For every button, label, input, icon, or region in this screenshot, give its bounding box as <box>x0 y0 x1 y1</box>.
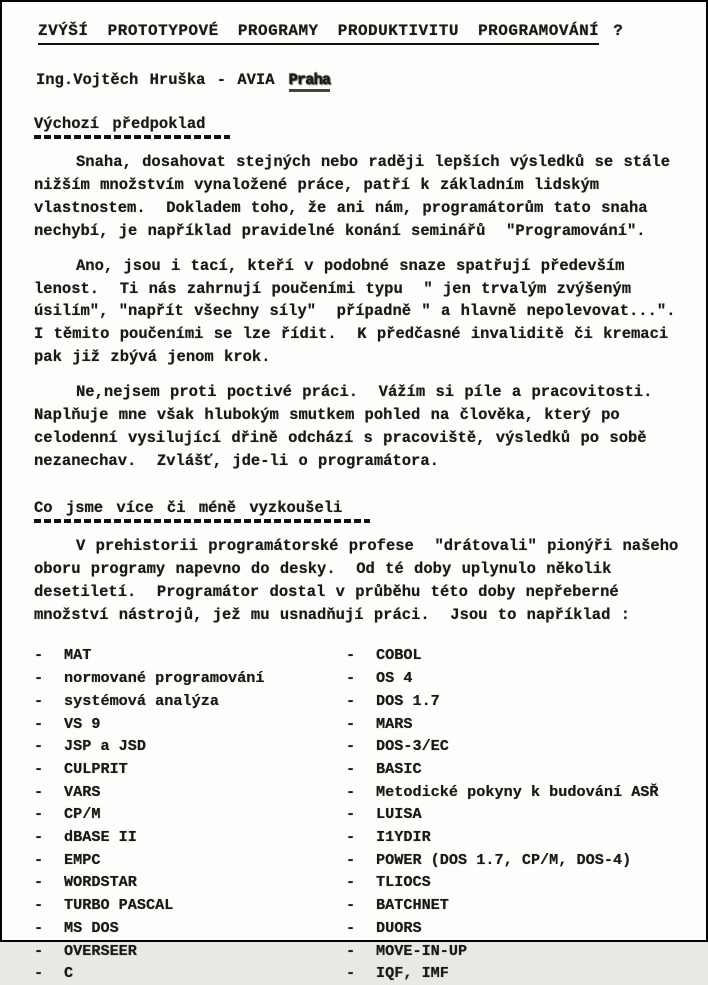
list-item-label: MS DOS <box>64 918 119 937</box>
byline <box>36 71 680 89</box>
list-item-label: BATCHNET <box>376 896 449 915</box>
list-item-label: CULPRIT <box>64 759 128 778</box>
list-dash: - <box>346 828 356 847</box>
list-dash: - <box>34 941 44 960</box>
list-item-label: MOVE-IN-UP <box>376 941 468 960</box>
title-question-mark: ? <box>613 22 623 40</box>
list-item <box>34 667 346 690</box>
list-item-label: POWER (DOS 1.7, CP/M, DOS-4) <box>376 850 632 869</box>
list-dash: - <box>34 669 44 688</box>
list-item-label: EMPC <box>64 850 101 869</box>
list-dash: - <box>346 805 356 824</box>
list-item <box>346 690 680 713</box>
list-item <box>346 871 680 894</box>
section-heading-2: Co jsme více či méně vyzkoušeli <box>34 498 343 517</box>
list-dash: - <box>34 759 44 778</box>
list-item <box>346 735 680 758</box>
list-item <box>346 826 680 849</box>
list-item-label: DUORS <box>376 918 422 937</box>
tools-two-column-list <box>34 644 680 985</box>
list-dash: - <box>34 646 44 665</box>
list-dash: - <box>34 714 44 733</box>
list-item-label: I1YDIR <box>376 828 431 847</box>
list-item <box>346 667 680 690</box>
list-item <box>346 894 680 917</box>
tools-column-right <box>346 644 680 985</box>
paragraph: Snaha, dosahovat stejných nebo raději lepších výsledků se stále nižším množstvím vynaložené práce, patří k základním lidským vlastnostem. Dokladem toho, že ani nám, programátorům tato snaha nechybí, je například pravidelné konání seminářů "Programování". <box>34 153 681 240</box>
list-dash: - <box>34 782 44 801</box>
heading-underline-dashes <box>34 135 230 139</box>
list-item-label: LUISA <box>376 805 422 824</box>
list-item <box>34 781 346 804</box>
list-item <box>346 917 680 940</box>
list-dash: - <box>34 896 44 915</box>
list-item <box>34 803 346 826</box>
list-dash: - <box>346 646 356 665</box>
list-item <box>34 849 346 872</box>
list-item-label: TURBO PASCAL <box>64 896 174 915</box>
list-dash: - <box>346 669 356 688</box>
list-item <box>34 917 346 940</box>
list-item-label: VARS <box>64 782 101 801</box>
list-dash: - <box>34 828 44 847</box>
list-item-label: WORDSTAR <box>64 873 137 892</box>
list-item <box>34 644 346 667</box>
list-item-label: COBOL <box>376 646 422 665</box>
list-dash: - <box>346 737 356 756</box>
paragraph: Ne,nejsem proti poctivé práci. Vážím si píle a pracovitosti. Naplňuje mne však hlubokým smutkem pohled na člověka, který po celodenní vysilující dřině odchází s pracoviště, výsledků po sobě nezanechav. Zvlášť, jde-li o programátora. <box>34 383 663 470</box>
list-item-label: Metodické pokyny k budování ASŘ <box>376 782 659 801</box>
list-dash: - <box>346 850 356 869</box>
list-dash: - <box>346 714 356 733</box>
list-item <box>34 894 346 917</box>
document-title-row <box>38 22 680 45</box>
list-item-label: normované programování <box>64 669 265 688</box>
list-dash: - <box>34 850 44 869</box>
tools-column-left <box>34 644 346 985</box>
list-item-label: VS 9 <box>64 714 101 733</box>
list-item-label: DOS-3/EC <box>376 737 449 756</box>
list-dash: - <box>346 759 356 778</box>
list-item-label: TLIOCS <box>376 873 431 892</box>
list-item <box>34 962 346 985</box>
list-item-label: MARS <box>376 714 413 733</box>
list-item <box>346 713 680 736</box>
list-item-label: OVERSEER <box>64 941 137 960</box>
list-item-label: OS 4 <box>376 669 413 688</box>
list-item-label: MAT <box>64 646 92 665</box>
list-item <box>34 871 346 894</box>
document-title: ZVÝŠÍ PROTOTYPOVÉ PROGRAMY PRODUKTIVITU PROGRAMOVÁNÍ <box>38 22 599 45</box>
list-dash: - <box>346 782 356 801</box>
list-dash: - <box>34 691 44 710</box>
list-item <box>34 735 346 758</box>
list-dash: - <box>34 964 44 983</box>
list-dash: - <box>34 918 44 937</box>
list-item <box>346 758 680 781</box>
list-dash: - <box>34 805 44 824</box>
list-item-label: systémová analýza <box>64 691 219 710</box>
paragraph: V prehistorii programátorské profese "drátovali" pionýři našeho oboru programy napevno do desky. Od té doby uplynulo několik desetiletí. Programátor dostal v průběhu této doby nepřeberné množství nástrojů, jež mu usnadňují práci. Jsou to například : <box>34 536 689 624</box>
paragraph: Ano, jsou i tací, kteří v podobné snaze spatřují především lenost. Ti nás zahrnují poučeními typu " jen trvalým zvýšeným úsilím", "napřít všechny síly" případně " a hlavně nepolevovat...". I těmito poučeními se lze řídit. K předčasné invaliditě či kremaci pak již zbývá jenom krok. <box>34 256 697 367</box>
list-item <box>346 644 680 667</box>
list-dash: - <box>34 873 44 892</box>
list-item <box>34 713 346 736</box>
list-item <box>34 940 346 963</box>
list-dash: - <box>34 737 44 756</box>
list-item <box>346 940 680 963</box>
list-dash: - <box>346 941 356 960</box>
list-item-label: DOS 1.7 <box>376 691 440 710</box>
list-item-label: C <box>64 964 74 983</box>
list-item-label: JSP a JSD <box>64 737 147 756</box>
byline-city: Praha <box>289 71 331 92</box>
list-dash: - <box>346 918 356 937</box>
list-item-label: dBASE II <box>64 828 137 847</box>
list-dash: - <box>346 896 356 915</box>
list-item <box>346 803 680 826</box>
list-item <box>346 962 680 985</box>
list-item <box>346 849 680 872</box>
list-dash: - <box>346 691 356 710</box>
list-item <box>34 758 346 781</box>
list-item-label: IQF, IMF <box>376 964 449 983</box>
list-item-label: CP/M <box>64 805 101 824</box>
list-item-label: BASIC <box>376 759 422 778</box>
list-item <box>34 690 346 713</box>
list-dash: - <box>346 873 356 892</box>
list-dash: - <box>346 964 356 983</box>
section-heading-1: Výchozí předpoklad <box>34 115 206 133</box>
heading-underline-dashes <box>34 519 370 523</box>
byline-author: Ing.Vojtěch Hruška - AVIA <box>36 71 275 89</box>
list-item <box>346 781 680 804</box>
list-item <box>34 826 346 849</box>
